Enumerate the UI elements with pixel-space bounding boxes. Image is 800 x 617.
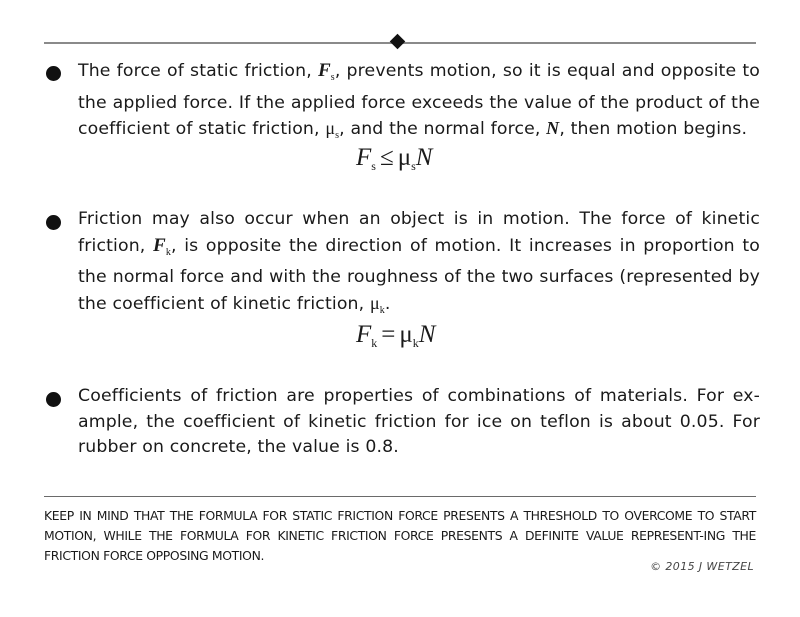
text-run: , prevents motion, so it is equal and opposite to the applied force. If the applied force exceeds the value of the product of the coefficient of static friction, xyxy=(78,61,760,139)
mu-symbol: $\mu_k$ xyxy=(369,292,385,316)
text-run: The force of static friction, xyxy=(78,61,318,81)
var-force: $F_s$ xyxy=(317,60,335,83)
var-force: $F_k$ xyxy=(153,234,171,258)
text-run: , is opposite the direction of motion. It increases in proportion to the normal force and with the roughness of the two surfaces (represented by the coefficient of kinetic friction, xyxy=(78,235,760,314)
bullet-coefficients xyxy=(44,384,760,461)
bullet-static-friction xyxy=(44,58,760,149)
bullet-dot-icon xyxy=(46,66,61,81)
copyright-notice: © 2015 J WETZEL xyxy=(650,560,754,573)
bullet-kinetic-friction xyxy=(44,207,760,323)
text-run: , and the normal force, xyxy=(339,119,547,139)
bullet-text xyxy=(78,207,760,323)
text-run: . xyxy=(384,293,391,314)
var-normal-force: N xyxy=(546,118,560,138)
text-run: Friction may also occur when an object is in motion. The force of kinetic friction, xyxy=(78,209,760,256)
keep-in-mind-note: KEEP IN MIND THAT THE FORMULA FOR STATIC FRICTION FORCE PRESENTS A THRESHOLD TO OVERCOME TO START MOTION, WHILE THE FORMULA FOR KINETIC FRICTION FORCE PRESENTS A DEFINITE VALUE REPRESENT-ING THE FRICTION FORCE OPPOSING MOTION. xyxy=(44,508,756,563)
bullet-dot-icon xyxy=(46,392,61,407)
bullet-dot-icon xyxy=(46,215,61,230)
mu-symbol: $\mu_s$ xyxy=(325,118,340,141)
equation-kinetic-friction: $F_k = \mu_kN$ xyxy=(356,321,436,350)
bullet-text xyxy=(78,58,760,149)
bottom-divider xyxy=(44,496,756,497)
text-run: , then motion begins. xyxy=(559,119,748,139)
bullet-text: Coefficients of friction are properties of combinations of materials. For ex-ample, the coefficient of kinetic friction for ice on teflon is about 0.05. For rubber on concrete, the value is 0.8. xyxy=(78,386,760,457)
diamond-icon xyxy=(390,34,406,50)
equation-static-friction: $F_s \le \mu_sN$ xyxy=(356,144,433,173)
